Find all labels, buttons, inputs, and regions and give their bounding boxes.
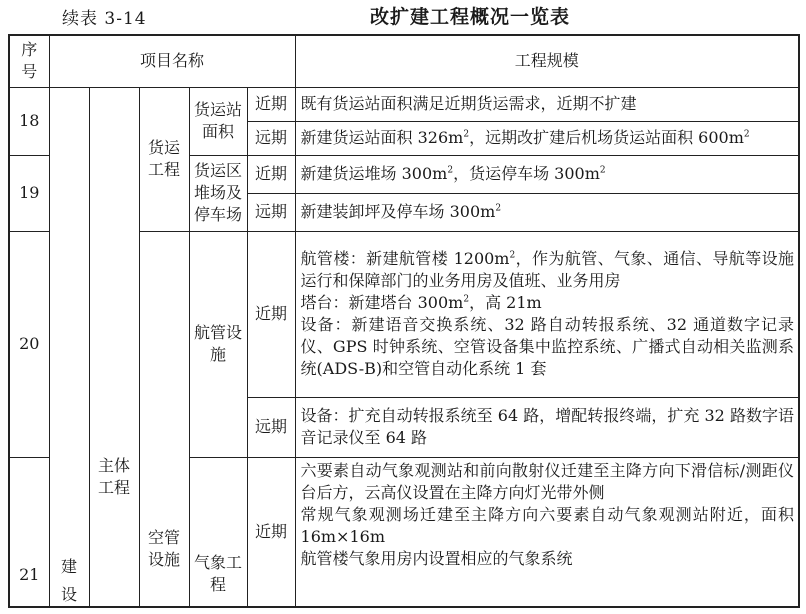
item-cargo-yard-parking: 货运区 堆场及 停车场	[189, 155, 247, 231]
table-row	[9, 87, 799, 121]
scale-text: 新建货运堆场 $300m^2$，货运停车场 $300m^2$	[295, 155, 799, 193]
phase-far: 远期	[247, 397, 295, 457]
phase-near: 近期	[247, 231, 295, 397]
header-scale: 工程规模	[295, 35, 799, 87]
seq-18: 18	[9, 87, 49, 155]
seq-20: 20	[9, 231, 49, 457]
scale-text: 新建货运站面积 $326m^2$，远期改扩建后机场货运站面积 $600m^2$	[295, 121, 799, 155]
phase-far: 远期	[247, 193, 295, 231]
item-meteorological-works: 气象工 程	[189, 457, 247, 607]
category-atc-facilities: 空管 设施	[139, 231, 189, 607]
header-seq: 序 号	[9, 35, 49, 87]
item-cargo-station-area: 货运站 面积	[189, 87, 247, 155]
phase-near: 近期	[247, 87, 295, 121]
table-header-row	[9, 35, 799, 87]
scale-text: 既有货运站面积满足近期货运需求，近期不扩建	[295, 87, 799, 121]
table-title: 改扩建工程概况一览表	[369, 6, 570, 28]
category-main-works: 主体 工程	[89, 87, 139, 607]
category-construction: 建 设	[49, 87, 89, 607]
scale-text: 设备：扩充自动转报系统至 64 路，增配转报终端，扩充 32 路数字语音记录仪至 64 路	[295, 397, 799, 457]
table-continuation-label: 续表 3-14	[62, 9, 147, 29]
project-overview-table	[8, 34, 800, 608]
item-atc-facilities: 航管设 施	[189, 231, 247, 457]
header-item-name: 项目名称	[49, 35, 295, 87]
category-cargo-works: 货运 工程	[139, 87, 189, 231]
phase-near: 近期	[247, 155, 295, 193]
seq-19: 19	[9, 155, 49, 231]
scale-text: 航管楼：新建航管楼 $1200m^2$，作为航管、气象、通信、导航等设施运行和保障部门的业务用房及值班、业务用房 塔台：新建塔台 $300m^2$，高 21m 设备：新建语音交换系统、32 路自动转报系统、32 通道数字记录仪、GPS 时钟系统、空管设备集中监控系统、广播式自动相关监测系统(ADS-B)和空管自动化系统 1 套	[295, 231, 799, 397]
phase-far: 远期	[247, 121, 295, 155]
phase-near: 近期	[247, 457, 295, 607]
seq-21: 21	[9, 457, 49, 607]
scale-text: 新建装卸坪及停车场 $300m^2$	[295, 193, 799, 231]
scale-text: 六要素自动气象观测站和前向散射仪迁建至主降方向下滑信标/测距仪台后方，云高仪设置在主降方向灯光带外侧 常规气象观测场迁建至主降方向六要素自动气象观测站附近，面积 16m×16m 航管楼气象用房内设置相应的气象系统	[295, 457, 799, 607]
